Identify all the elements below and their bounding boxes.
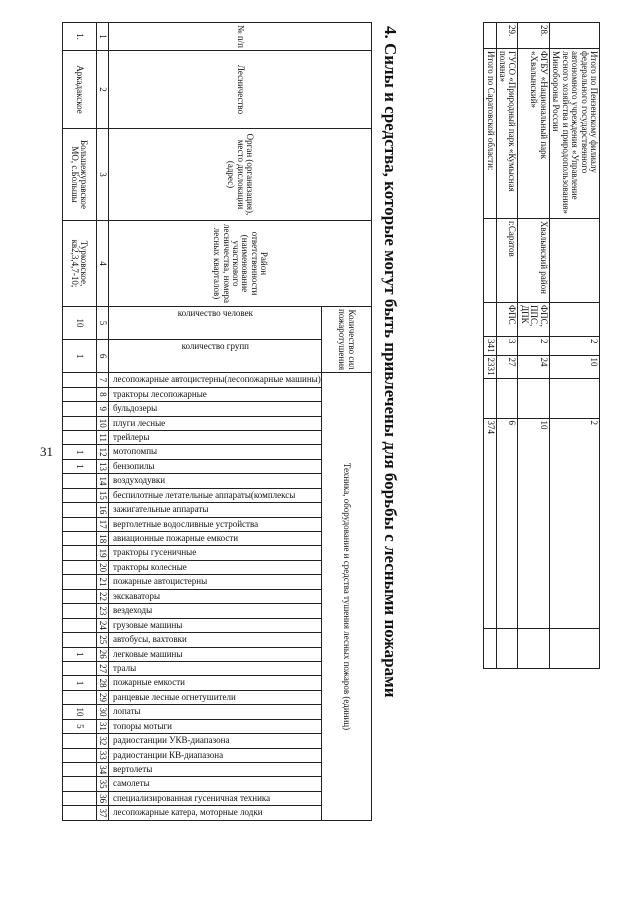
header-equipment-item: тракторы гусеничные <box>109 546 322 560</box>
row-equipment-value <box>62 661 96 675</box>
row-people: 10 <box>62 307 96 340</box>
summary-cell-org <box>549 303 599 337</box>
summary-cell-place <box>549 219 599 303</box>
header-equipment-item: мотопомпы <box>109 445 322 459</box>
header-forces: Количество сил пожаротушения <box>322 307 372 373</box>
header-num: № п/п <box>109 23 372 51</box>
row-equipment-value <box>62 589 96 603</box>
summary-cell-b: 2331 <box>483 355 496 378</box>
summary-cell-d: 10 <box>518 418 549 628</box>
row-equipment-value <box>62 430 96 444</box>
column-number: 24 <box>96 618 108 632</box>
column-number: 26 <box>96 647 108 661</box>
column-number: 36 <box>96 791 108 805</box>
column-number: 11 <box>96 430 108 444</box>
row-equipment-value <box>62 791 96 805</box>
summary-cell-a: 3 <box>496 337 518 356</box>
header-equipment-item: радиостанции УКВ-диапазона <box>109 734 322 748</box>
column-number: 25 <box>96 633 108 647</box>
summary-cell-org: ФПС <box>496 303 518 337</box>
row-equipment-value: 1 <box>62 459 96 473</box>
header-equipment-item: автобусы, вахтовки <box>109 633 322 647</box>
summary-cell-num: 28. <box>518 23 549 49</box>
row-equipment-value <box>62 416 96 430</box>
header-equipment-item: пожарные емкости <box>109 676 322 690</box>
header-equipment-item: авиационные пожарные емкости <box>109 532 322 546</box>
summary-cell-b: 24 <box>518 355 549 378</box>
column-number: 23 <box>96 604 108 618</box>
summary-cell-forest: ФГБУ «Национальный парк «Хвалынский» <box>518 49 549 219</box>
header-people: количество человек <box>109 307 322 340</box>
summary-cell-b: 27 <box>496 355 518 378</box>
summary-cell-forest: Итого по Пензенскому филиалу федерального государственного автономного учреждения «Управление лесного хозяйства и природопользования» Минобороны России <box>549 49 599 219</box>
header-equipment-item: тралы <box>109 661 322 675</box>
rotated-page-content <box>40 22 600 882</box>
column-number: 9 <box>96 402 108 416</box>
summary-cell-num <box>549 23 599 49</box>
summary-cell-org <box>483 303 496 337</box>
column-number: 14 <box>96 474 108 488</box>
column-number: 22 <box>96 589 108 603</box>
row-equipment-value <box>62 777 96 791</box>
summary-cell-d: 2 <box>549 418 599 628</box>
row-equipment-value <box>62 560 96 574</box>
header-equipment-item: вездеходы <box>109 604 322 618</box>
column-number: 32 <box>96 734 108 748</box>
header-equipment-item: тракторы колесные <box>109 560 322 574</box>
summary-cell-place <box>483 219 496 303</box>
page-number: 31 <box>40 444 53 459</box>
header-equipment-item: лесопожарные катера, моторные лодки <box>109 806 322 820</box>
header-equipment-item: воздуходувки <box>109 474 322 488</box>
header-equipment-item: зажигательные аппараты <box>109 503 322 517</box>
row-num: 1. <box>62 23 96 51</box>
column-number: 21 <box>96 575 108 589</box>
header-forestry: Лесничество <box>109 51 372 129</box>
header-equipment: Техника, оборудование и средства тушения лесных пожаров (единиц) <box>322 373 372 821</box>
header-org: Орган (организация), место дислокации (адрес) <box>109 129 372 221</box>
row-equipment-value <box>62 517 96 531</box>
summary-cell-e <box>518 628 549 668</box>
summary-cell-a: 2 <box>549 337 599 356</box>
row-equipment-value: 5 <box>62 719 96 733</box>
row-equipment-value: 1 <box>62 676 96 690</box>
row-org: Большежуравское МО, с.Большы <box>62 129 96 221</box>
column-number: 28 <box>96 676 108 690</box>
summary-cell-e <box>483 628 496 668</box>
summary-cell-d: 6 <box>496 418 518 628</box>
header-equipment-item: трейлеры <box>109 430 322 444</box>
column-number: 18 <box>96 532 108 546</box>
column-number: 31 <box>96 719 108 733</box>
header-equipment-item: грузовые машины <box>109 618 322 632</box>
header-equipment-item: ранцевые лесные огнетушители <box>109 690 322 704</box>
column-number: 33 <box>96 748 108 762</box>
summary-cell-place: г.Саратов <box>496 219 518 303</box>
summary-cell-num <box>483 23 496 49</box>
column-number: 37 <box>96 806 108 820</box>
header-equipment-item: самолеты <box>109 777 322 791</box>
column-number: 10 <box>96 416 108 430</box>
summary-cell-d: 374 <box>483 418 496 628</box>
summary-row <box>483 23 496 669</box>
header-equipment-item: тракторы лесопожарные <box>109 387 322 401</box>
column-number: 17 <box>96 517 108 531</box>
row-equipment-value <box>62 604 96 618</box>
row-forestry: Аркадакское <box>62 51 96 129</box>
column-number: 19 <box>96 546 108 560</box>
column-number: 34 <box>96 763 108 777</box>
summary-cell-forest: ГУСО «Природный парк «Кумысная поляна» <box>496 49 518 219</box>
summary-cell-c <box>483 378 496 418</box>
header-groups: количество групп <box>109 340 322 373</box>
column-number: 2 <box>96 51 108 129</box>
header-area: Район ответственности (наименование участкового лесничества, номера лесных кварталов) <box>109 221 372 307</box>
header-equipment-item: радиостанции КВ-диапазона <box>109 748 322 762</box>
row-equipment-value <box>62 373 96 387</box>
summary-row <box>496 23 518 669</box>
summary-cell-c <box>518 378 549 418</box>
summary-cell-org: ФПС, ППС, ДПК <box>518 303 549 337</box>
column-number: 35 <box>96 777 108 791</box>
forces-table <box>62 22 372 821</box>
column-number: 30 <box>96 705 108 719</box>
column-number: 7 <box>96 373 108 387</box>
summary-row <box>549 23 599 669</box>
row-equipment-value <box>62 402 96 416</box>
row-equipment-value <box>62 575 96 589</box>
row-equipment-value: 10 <box>62 705 96 719</box>
row-equipment-value <box>62 633 96 647</box>
summary-cell-e <box>496 628 518 668</box>
summary-cell-e <box>549 628 599 668</box>
summary-cell-forest: Итого по Саратовской области: <box>483 49 496 219</box>
row-equipment-value <box>62 503 96 517</box>
column-number: 15 <box>96 488 108 502</box>
summary-cell-a: 2 <box>518 337 549 356</box>
column-number: 20 <box>96 560 108 574</box>
column-number: 3 <box>96 129 108 221</box>
row-equipment-value: 1 <box>62 445 96 459</box>
summary-cell-c <box>496 378 518 418</box>
header-equipment-item: экскаваторы <box>109 589 322 603</box>
header-equipment-item: беспилотные летательные аппараты(комплексы <box>109 488 322 502</box>
column-number: 4 <box>96 221 108 307</box>
header-equipment-item: специализированная гусеничная техника <box>109 791 322 805</box>
row-equipment-value <box>62 806 96 820</box>
row-equipment-value <box>62 618 96 632</box>
summary-cell-c <box>549 378 599 418</box>
header-equipment-item: легковые машины <box>109 647 322 661</box>
row-equipment-value <box>62 488 96 502</box>
header-equipment-item: топоры мотыги <box>109 719 322 733</box>
column-number: 1 <box>96 23 108 51</box>
row-equipment-value <box>62 690 96 704</box>
column-number: 12 <box>96 445 108 459</box>
header-equipment-item: лесопожарные автоцистерны(лесопожарные машины) <box>109 373 322 387</box>
header-equipment-item: бензопилы <box>109 459 322 473</box>
row-equipment-value <box>62 474 96 488</box>
header-equipment-item: вертолетные водосливные устройства <box>109 517 322 531</box>
column-number: 6 <box>96 340 108 373</box>
row-equipment-value: 1 <box>62 647 96 661</box>
row-area: Турковское, кв2,3,4,7-10; <box>62 221 96 307</box>
header-equipment-item: лопаты <box>109 705 322 719</box>
row-equipment-value <box>62 734 96 748</box>
column-number: 29 <box>96 690 108 704</box>
header-equipment-item: бульдозеры <box>109 402 322 416</box>
summary-cell-a: 341 <box>483 337 496 356</box>
header-equipment-item: пожарные автоцистерны <box>109 575 322 589</box>
header-equipment-item: вертолеты <box>109 763 322 777</box>
section-title: 4. Силы и средства, которые могут быть привлечены для борьбы с лесными пожарами <box>381 26 400 698</box>
row-equipment-value <box>62 546 96 560</box>
column-number: 8 <box>96 387 108 401</box>
column-number: 13 <box>96 459 108 473</box>
summary-cell-b: 10 <box>549 355 599 378</box>
row-equipment-value <box>62 763 96 777</box>
header-equipment-item: плуги лесные <box>109 416 322 430</box>
summary-table <box>483 22 600 669</box>
column-number: 5 <box>96 307 108 340</box>
row-equipment-value <box>62 748 96 762</box>
column-number: 16 <box>96 503 108 517</box>
column-number: 27 <box>96 661 108 675</box>
summary-cell-num: 29. <box>496 23 518 49</box>
summary-cell-place: Хвалынский район <box>518 219 549 303</box>
row-groups: 1 <box>62 340 96 373</box>
summary-row <box>518 23 549 669</box>
row-equipment-value <box>62 387 96 401</box>
row-equipment-value <box>62 532 96 546</box>
